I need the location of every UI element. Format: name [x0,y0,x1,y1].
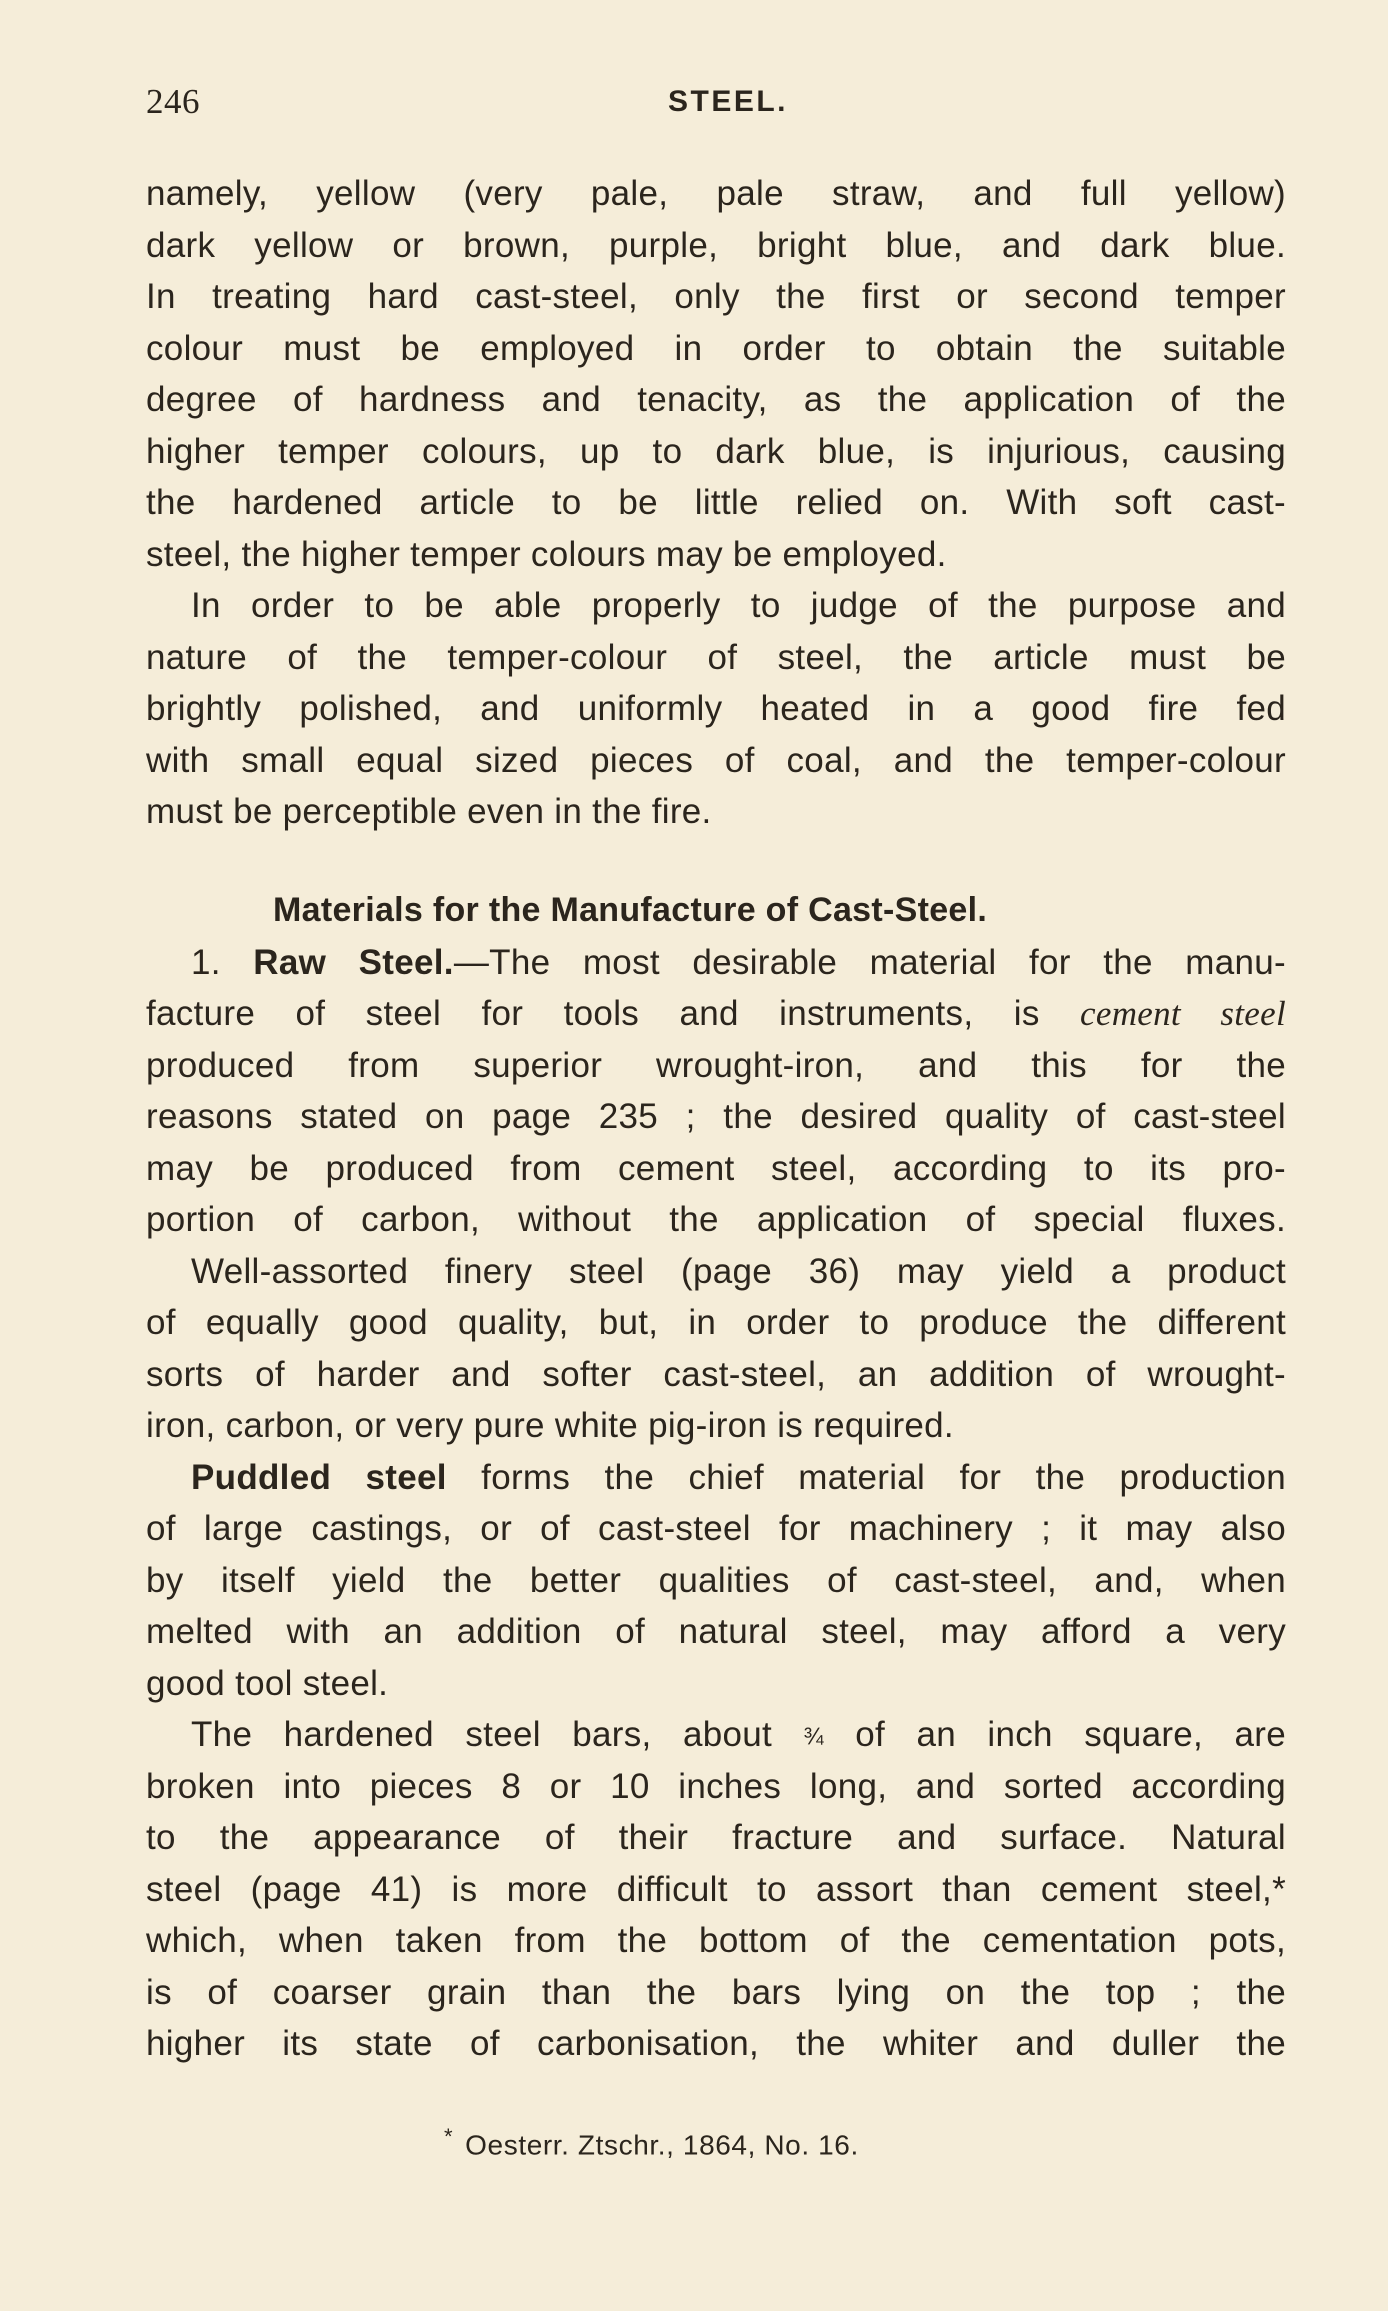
text-prefix: facture of steel for tools and instruments, is [146,994,1081,1033]
text-line: In order to be able properly to judge of the purpose and [191,586,1286,625]
text-line: higher temper colours, up to dark blue, is injurious, causing [146,431,1286,471]
footnote-text: Oesterr. Ztschr., 1864, No. 16. [465,2129,859,2161]
intro-text [146,168,1286,838]
text-line: which, when taken from the bottom of the cementation pots, [146,1921,1286,1960]
text-line: nature of the temper-colour of steel, the article must be [146,637,1286,677]
text-line: is of coarser grain than the bars lying on the top ; the [146,1972,1286,2012]
text-line: by itself yield the better qualities of cast-steel, and, when [146,1560,1286,1600]
puddled-steel-line [146,1452,1286,1504]
page-number: 246 [146,82,200,121]
raw-steel-lead-text: —The most desirable material for the manu- [453,942,1286,982]
text-line: sorts of harder and softer cast-steel, an addition of wrought- [146,1354,1286,1394]
hardened-text-a: The hardened steel bars, about [191,1715,804,1754]
text-line: portion of carbon, without the application of special fluxes. [146,1200,1286,1239]
italic-term: cement steel [1080,994,1286,1033]
text-line: melted with an addition of natural steel, may afford a very [146,1612,1286,1651]
text-line: namely, yellow (very pale, pale straw, and full yellow) [146,174,1286,213]
text-line: with small equal sized pieces of coal, and the temper-colour [146,740,1286,780]
text-line: the hardened article to be little relied on. With soft cast- [146,483,1286,522]
fraction: ¾ [803,1723,824,1750]
page-header [146,72,1286,132]
text-line: iron, carbon, or very pure white pig-iron is required. [146,1406,954,1445]
text-line: higher its state of carbonisation, the whiter and duller the [146,2024,1286,2063]
section-heading: Materials for the Manufacture of Cast-Steel. [273,891,988,929]
text-line: degree of hardness and tenacity, as the application of the [146,380,1286,419]
text-line: dark yellow or brown, purple, bright blue, and dark blue. [146,225,1286,265]
raw-steel-title: Raw Steel. [253,942,454,982]
materials-section [146,885,1286,2070]
text-line: steel (page 41) is more difficult to assort than cement steel,* [146,1869,1286,1909]
text-line: may be produced from cement steel, according to its pro- [146,1148,1286,1188]
footnote [444,2118,859,2164]
item-number: 1. [191,942,221,982]
text-line: of large castings, or of cast-steel for machinery ; it may also [146,1509,1286,1548]
footnote-mark: * [444,2124,454,2149]
puddled-steel-title: Puddled steel [191,1457,447,1497]
text-line: must be perceptible even in the fire. [146,792,712,831]
text-line: brightly polished, and uniformly heated in a good fire fed [146,689,1286,728]
text-line: of equally good quality, but, in order to produce the different [146,1303,1286,1342]
text-line: to the appearance of their fracture and surface. Natural [146,1818,1286,1857]
text-line: Well-assorted finery steel (page 36) may yield a product [191,1251,1286,1291]
text-line: broken into pieces 8 or 10 inches long, and sorted according [146,1766,1286,1806]
text-line: steel, the higher temper colours may be employed. [146,534,947,574]
text-line: reasons stated on page 235 ; the desired quality of cast-steel [146,1097,1286,1136]
raw-steel-line [146,937,1286,989]
running-title: STEEL. [668,85,789,118]
text-line: produced from superior wrought-iron, and this for the [146,1045,1286,1085]
puddled-steel-lead-text: forms the chief material for the production [446,1457,1286,1497]
text-line: colour must be employed in order to obtain the suitable [146,328,1286,368]
hardened-text-b: of an inch square, are [823,1715,1286,1754]
text-line: In treating hard cast-steel, only the first or second temper [146,277,1286,316]
text-line: good tool steel. [146,1663,389,1703]
hardened-steel-line [146,1709,1286,1761]
text-line-with-italic [146,988,1286,1040]
